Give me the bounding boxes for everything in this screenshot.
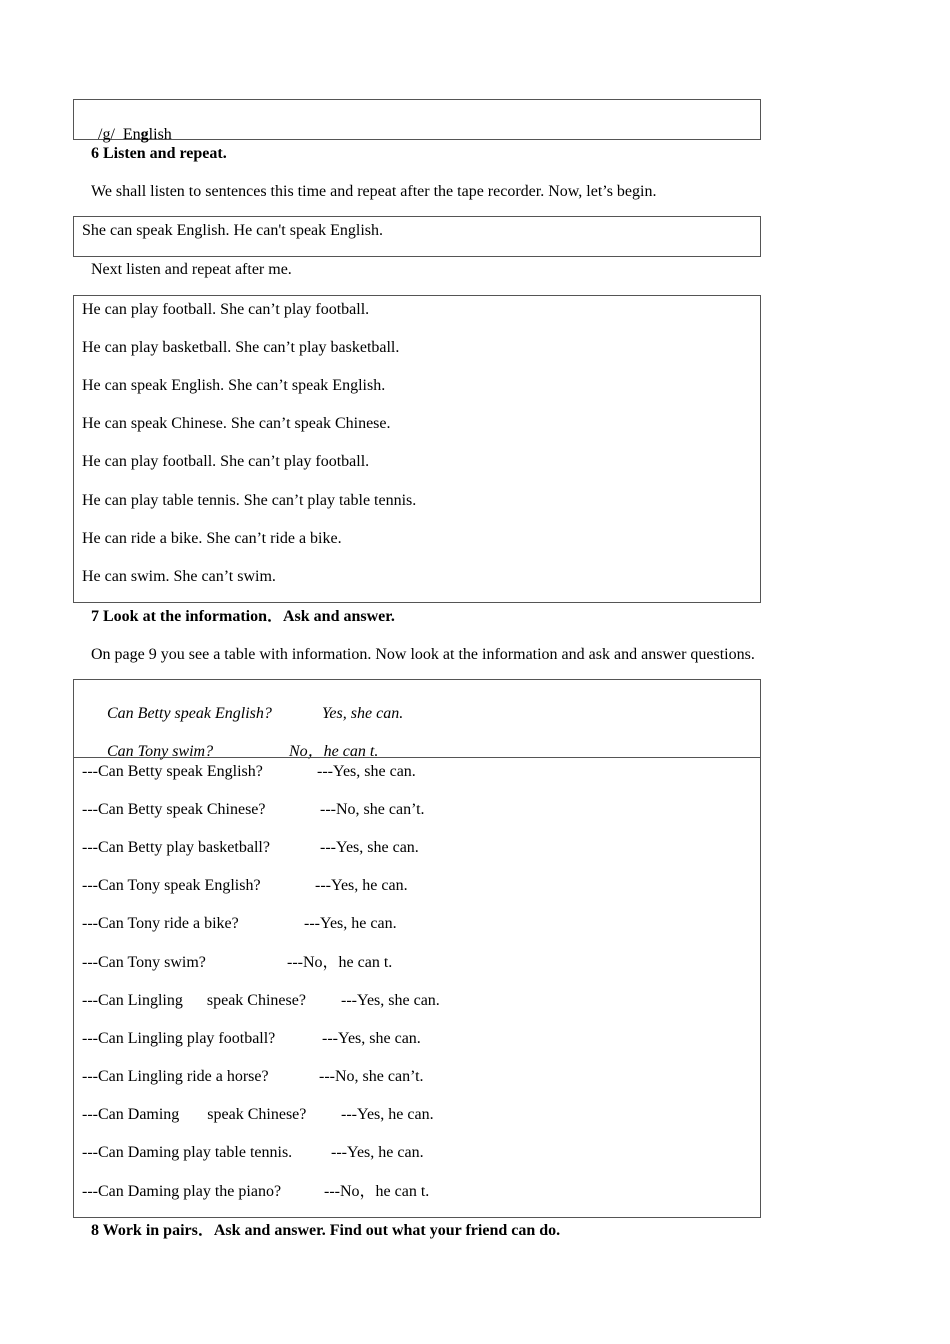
- phonics-box: [73, 99, 761, 143]
- qa-row: [82, 953, 392, 973]
- qa-answer: ---No，he can t.: [287, 954, 393, 971]
- section7-qa-box: [73, 679, 761, 1218]
- qa-question: ---Can Betty speak Chinese?: [82, 801, 266, 818]
- phonics-word-post: lish: [148, 126, 172, 143]
- qa-row: [82, 876, 408, 896]
- section6-heading: 6 Listen and repeat.: [91, 145, 227, 162]
- example-answer: Yes, she can.: [322, 705, 404, 722]
- qa-answer: ---Yes, she can.: [317, 763, 416, 780]
- sentence: He can speak English. She can’t speak English.: [82, 377, 386, 394]
- qa-question: ---Can Tony swim?: [82, 954, 206, 971]
- qa-answer: ---Yes, he can.: [304, 915, 397, 932]
- qa-question: ---Can Lingling play football?: [82, 1030, 276, 1047]
- qa-answer: ---No，he can t.: [324, 1183, 430, 1200]
- sentence: He can ride a bike. She can’t ride a bike.: [82, 530, 342, 547]
- qa-question: ---Can Tony speak English?: [82, 877, 261, 894]
- sentence: He can play football. She can’t play football.: [82, 301, 370, 318]
- example-question: Can Tony swim?: [107, 743, 214, 760]
- qa-answer: ---Yes, she can.: [320, 839, 419, 856]
- qa-answer: ---No, she can’t.: [320, 801, 425, 818]
- phonics-word-highlight: g: [140, 126, 149, 143]
- sentence: He can play table tennis. She can’t play table tennis.: [82, 492, 417, 509]
- section6-example-box: [73, 216, 761, 257]
- example-question: Can Betty speak English?: [107, 705, 272, 722]
- qa-answer: ---No, she can’t.: [319, 1068, 424, 1085]
- section7-heading: 7 Look at the information．Ask and answer.: [91, 608, 395, 625]
- sentence: He can swim. She can’t swim.: [82, 568, 276, 585]
- qa-row: [82, 1182, 429, 1202]
- qa-question: ---Can Lingling ride a horse?: [82, 1068, 269, 1085]
- qa-question: ---Can Lingling speak Chinese?: [82, 992, 306, 1009]
- qa-question: ---Can Daming play the piano?: [82, 1183, 282, 1200]
- sentence: He can play basketball. She can’t play basketball.: [82, 339, 400, 356]
- qa-row: [82, 762, 416, 782]
- qa-question: ---Can Betty play basketball?: [82, 839, 270, 856]
- phonics-symbol: /g/: [98, 126, 115, 143]
- qa-row: [82, 1067, 424, 1087]
- qa-question: ---Can Tony ride a bike?: [82, 915, 239, 932]
- section6-example-line: She can speak English. He can't speak English.: [82, 222, 384, 239]
- qa-row: [82, 1029, 421, 1049]
- qa-answer: ---Yes, he can.: [341, 1106, 434, 1123]
- qa-question: ---Can Betty speak English?: [82, 763, 263, 780]
- qa-answer: ---Yes, he can.: [331, 1144, 424, 1161]
- section7-intro: On page 9 you see a table with information. Now look at the information and ask and answer questions.: [91, 646, 755, 663]
- qa-answer: ---Yes, she can.: [341, 992, 440, 1009]
- sentence: He can speak Chinese. She can’t speak Chinese.: [82, 415, 391, 432]
- qa-row: [82, 1105, 434, 1125]
- qa-answer: ---Yes, she can.: [322, 1030, 421, 1047]
- divider: [74, 757, 760, 758]
- qa-question: ---Can Daming play table tennis.: [82, 1144, 293, 1161]
- section6-sentences-box: [73, 295, 761, 603]
- qa-answer: ---Yes, he can.: [315, 877, 408, 894]
- qa-row: [82, 1143, 424, 1163]
- sentence: He can play football. She can’t play football.: [82, 453, 370, 470]
- section8-heading: 8 Work in pairs．Ask and answer. Find out what your friend can do.: [91, 1222, 561, 1239]
- qa-row: [82, 838, 419, 858]
- phonics-word-pre: En: [122, 126, 141, 143]
- qa-row: [82, 800, 425, 820]
- section6-intro: We shall listen to sentences this time and repeat after the tape recorder. Now, let’s begin.: [91, 183, 657, 200]
- qa-question: ---Can Daming speak Chinese?: [82, 1106, 307, 1123]
- section6-next: Next listen and repeat after me.: [91, 261, 292, 278]
- qa-row: [82, 991, 440, 1011]
- qa-row: [82, 914, 397, 934]
- example-answer: No，he can t.: [289, 743, 379, 760]
